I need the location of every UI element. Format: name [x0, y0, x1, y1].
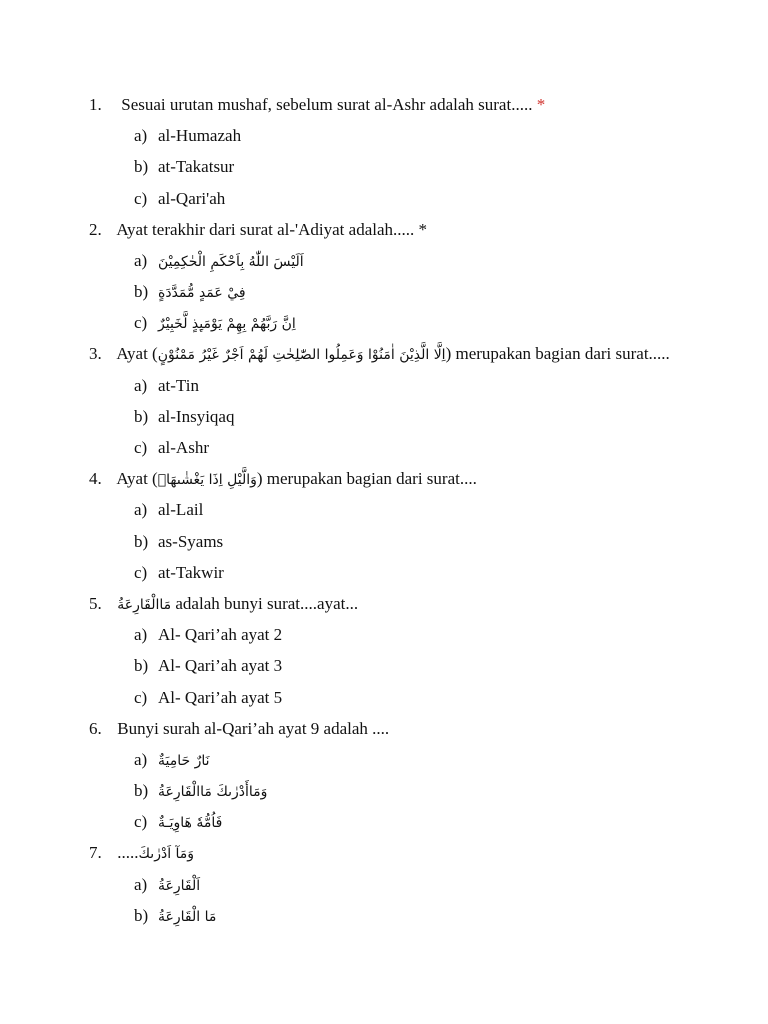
option-text: al-Qari'ah [158, 189, 226, 208]
option-arabic-text: اَلَيْسَ اللّٰهُ بِاَحْكَمِ الْحٰكِمِيْنَ [158, 254, 304, 270]
q4-option-b[interactable] [134, 531, 223, 553]
option-letter: b) [134, 157, 149, 176]
question-text: Bunyi surah al-Qari’ah ayat 9 adalah .... [117, 719, 390, 738]
q5-option-a[interactable] [134, 624, 282, 646]
option-letter: b) [134, 532, 149, 551]
question-prefix: Ayat ( [116, 344, 158, 363]
option-letter: a) [134, 750, 148, 769]
question-number: 3. [89, 344, 102, 363]
option-text: al-Ashr [158, 438, 209, 457]
q5-option-c[interactable] [134, 687, 282, 709]
option-letter: a) [134, 500, 148, 519]
question-text: Sesuai urutan mushaf, sebelum surat al-Ashr adalah surat..... [121, 95, 533, 114]
option-letter: b) [134, 282, 149, 301]
question-3 [89, 343, 670, 366]
question-number: 6. [89, 719, 102, 738]
question-suffix: adalah bunyi surat....ayat... [175, 594, 359, 613]
option-text: al-Insyiqaq [158, 407, 235, 426]
question-5 [89, 593, 358, 616]
question-arabic-verse: وَمَآ اَدْرٰىكَ [138, 846, 195, 862]
option-arabic-text: مَا الْقَارِعَةُ [158, 909, 217, 925]
q6-option-c[interactable] [134, 811, 222, 834]
question-arabic-verse: مَاالْقَارِعَةُ [117, 597, 172, 613]
question-2 [89, 219, 427, 241]
q2-option-a[interactable] [134, 250, 304, 273]
question-number: 7. [89, 843, 102, 862]
question-prefix: ..... [117, 843, 139, 862]
required-asterisk: * [536, 95, 546, 114]
q2-option-b[interactable] [134, 281, 246, 304]
option-letter: c) [134, 812, 148, 831]
option-letter: b) [134, 906, 149, 925]
q1-option-a[interactable] [134, 125, 241, 147]
option-letter: c) [134, 189, 148, 208]
q6-option-b[interactable] [134, 780, 267, 803]
q7-option-a[interactable] [134, 874, 200, 897]
option-letter: a) [134, 126, 148, 145]
option-letter: a) [134, 251, 148, 270]
option-text: at-Takwir [158, 563, 224, 582]
option-letter: c) [134, 688, 148, 707]
option-letter: c) [134, 438, 148, 457]
option-letter: b) [134, 781, 149, 800]
question-suffix: ) merupakan bagian dari surat..... [445, 344, 670, 363]
option-text: Al- Qari’ah ayat 5 [158, 688, 283, 707]
q6-option-a[interactable] [134, 749, 210, 772]
question-text: Ayat terakhir dari surat al-'Adiyat adalah..... * [116, 220, 428, 239]
q5-option-b[interactable] [134, 655, 282, 677]
option-text: Al- Qari’ah ayat 2 [158, 625, 283, 644]
option-letter: a) [134, 625, 148, 644]
q1-option-c[interactable] [134, 188, 225, 210]
q7-option-b[interactable] [134, 905, 216, 928]
option-arabic-text: اَلْقَارِعَةُ [158, 878, 201, 894]
q4-option-c[interactable] [134, 562, 224, 584]
option-letter: c) [134, 563, 148, 582]
question-number: 4. [89, 469, 102, 488]
question-1 [89, 94, 545, 116]
option-text: Al- Qari’ah ayat 3 [158, 656, 283, 675]
q2-option-c[interactable] [134, 312, 296, 335]
option-arabic-text: وَمَاأَدْرٰىكَ مَاالْقَارِعَةُ [158, 784, 268, 800]
question-6 [89, 718, 389, 740]
question-4 [89, 468, 477, 491]
option-letter: a) [134, 875, 148, 894]
option-arabic-text: فِيْ عَمَدٍ مُّمَدَّدَةٍ [158, 285, 246, 301]
option-arabic-text: فَاُمُّهٗ هَاوِيَـةٌ [158, 815, 223, 831]
q3-option-c[interactable] [134, 437, 209, 459]
q3-option-a[interactable] [134, 375, 199, 397]
q4-option-a[interactable] [134, 499, 203, 521]
q3-option-b[interactable] [134, 406, 234, 428]
question-arabic-verse: اِلَّا الَّذِيْنَ اٰمَنُوْا وَعَمِلُوا الصّٰلِحٰتِ لَهُمْ اَجْرٌ غَيْرُ مَمْنُوْنٍ [157, 347, 446, 363]
option-letter: a) [134, 376, 148, 395]
option-text: al-Humazah [158, 126, 242, 145]
question-number: 5. [89, 594, 102, 613]
option-arabic-text: نَارٌ حَامِيَةٌ [158, 753, 210, 769]
option-text: al-Lail [158, 500, 204, 519]
option-letter: b) [134, 656, 149, 675]
question-arabic-verse: وَالَّيْلِ اِذَا يَغْشٰىهَاۖ [157, 472, 257, 488]
option-arabic-text: اِنَّ رَبَّهُمْ بِهِمْ يَوْمَىِٕذٍ لَّخَبِيْرٌ [158, 316, 296, 332]
question-prefix: Ayat ( [116, 469, 158, 488]
question-number: 2. [89, 220, 102, 239]
option-letter: b) [134, 407, 149, 426]
question-number: 1. [89, 95, 102, 114]
option-letter: c) [134, 313, 148, 332]
option-text: at-Takatsur [158, 157, 235, 176]
question-suffix: ) merupakan bagian dari surat.... [256, 469, 477, 488]
q1-option-b[interactable] [134, 156, 234, 178]
option-text: at-Tin [158, 376, 199, 395]
question-7 [89, 842, 194, 865]
option-text: as-Syams [158, 532, 224, 551]
